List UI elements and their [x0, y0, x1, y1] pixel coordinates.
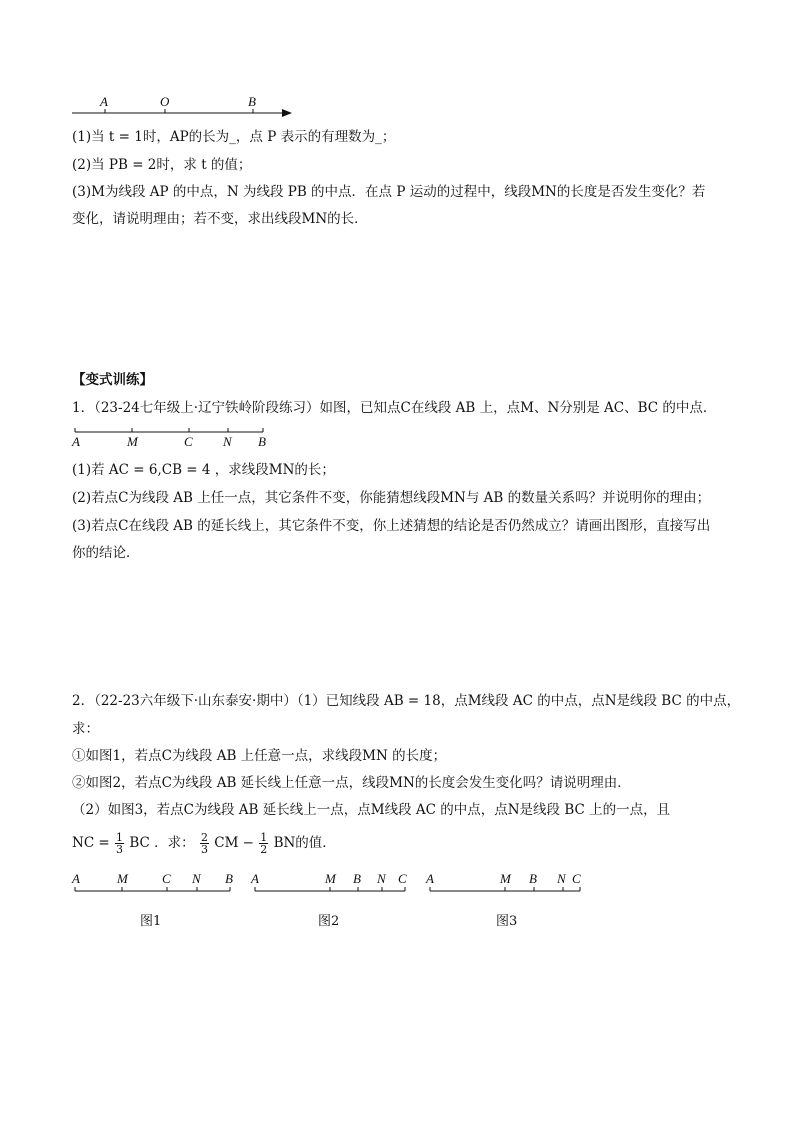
fig2-label-a: A — [251, 871, 259, 886]
frac-num: 2 — [200, 831, 208, 844]
p1-stem: 1．（23-24七年级上·辽宁铁岭阶段练习）如图，已知点C在线段 AB 上，点M、N分别是 AC、BC 的中点． — [72, 400, 717, 416]
p1-label-b: B — [258, 434, 266, 449]
p2-formula-line — [72, 830, 336, 856]
fig1-label-m: M — [117, 871, 128, 886]
p1-label-a: A — [72, 434, 80, 449]
frac-den: 3 — [116, 843, 124, 856]
p1-q2: (2)若点C为线段 AB 上任一点，其它条件不变，你能猜想线段MN与 AB 的数量关系吗？并说明你的理由； — [72, 490, 711, 506]
fig3-label-c: C — [572, 871, 581, 886]
fig3-label-n: N — [557, 871, 566, 886]
fig2-label-c: C — [398, 871, 407, 886]
fig3-label-a: A — [426, 871, 434, 886]
q-top-3: (3)M为线段 AP 的中点，N 为线段 PB 的中点．在点 P 运动的过程中，线段MN的长度是否发生变化？若 — [72, 184, 706, 200]
p1-q3a: (3)若点C在线段 AB 的延长线上，其它条件不变，你上述猜想的结论是否仍然成立？请画出图形，直接写出 — [72, 518, 711, 534]
fig1-label-n: N — [192, 871, 201, 886]
expr-mid: CM − — [214, 835, 259, 851]
frac-num: 1 — [116, 831, 124, 844]
fig1-label-a: A — [72, 871, 80, 886]
nc-suffix: BC ．求： — [129, 835, 195, 851]
fig2-label-m: M — [325, 871, 336, 886]
frac-one-third — [115, 832, 124, 855]
frac-two-thirds — [200, 832, 209, 855]
caption-fig3: 图3 — [496, 914, 518, 929]
caption-fig2: 图2 — [318, 914, 340, 929]
p1-q1: (1)若 AC = 6,CB = 4 ，求线段MN的长； — [72, 462, 335, 478]
label-a: A — [100, 94, 108, 109]
frac-den: 2 — [260, 843, 268, 856]
frac-den: 3 — [200, 843, 208, 856]
fig2-label-n: N — [377, 871, 386, 886]
p2-part2: （2）如图3，若点C为线段 AB 延长线上一点，点M线段 AC 的中点，点N是线段 BC 上的一点，且 — [72, 802, 671, 818]
frac-one-half — [259, 832, 268, 855]
section-title: 【变式训练】 — [72, 372, 153, 388]
label-b: B — [248, 94, 256, 109]
frac-num: 1 — [260, 831, 268, 844]
p2-stem-b: 求： — [72, 721, 99, 737]
p1-label-m: M — [127, 434, 138, 449]
expr-suffix: BN的值． — [273, 835, 336, 851]
nc-prefix: NC = — [72, 835, 115, 851]
fig1-label-b: B — [225, 871, 233, 886]
p1-label-n: N — [223, 434, 232, 449]
fig2-label-b: B — [353, 871, 361, 886]
label-o: O — [160, 94, 170, 109]
caption-fig1: 图1 — [140, 914, 162, 929]
number-line-arrow — [282, 109, 292, 117]
fig3-label-b: B — [529, 871, 537, 886]
p2-s2: ②如图2，若点C为线段 AB 延长线上任意一点，线段MN的长度会发生变化吗？请说明理由． — [72, 775, 631, 791]
fig1-label-c: C — [162, 871, 171, 886]
q-top-2: (2)当 PB = 2时，求 t 的值； — [72, 157, 252, 173]
q-top-1: (1)当 t = 1时，AP的长为_，点 P 表示的有理数为_； — [72, 129, 396, 145]
p2-s1: ①如图1，若点C为线段 AB 上任意一点，求线段MN 的长度； — [72, 748, 447, 764]
fig3-label-m: M — [500, 871, 511, 886]
p1-q3b: 你的结论． — [72, 545, 140, 561]
q-top-4: 变化，请说明理由；若不变，求出线段MN的长． — [72, 211, 368, 227]
p1-label-c: C — [184, 434, 193, 449]
p2-stem-a: 2．（22-23六年级下·山东泰安·期中）（1）已知线段 AB = 18，点M线段 AC 的中点，点N是线段 BC 的中点， — [72, 693, 741, 709]
